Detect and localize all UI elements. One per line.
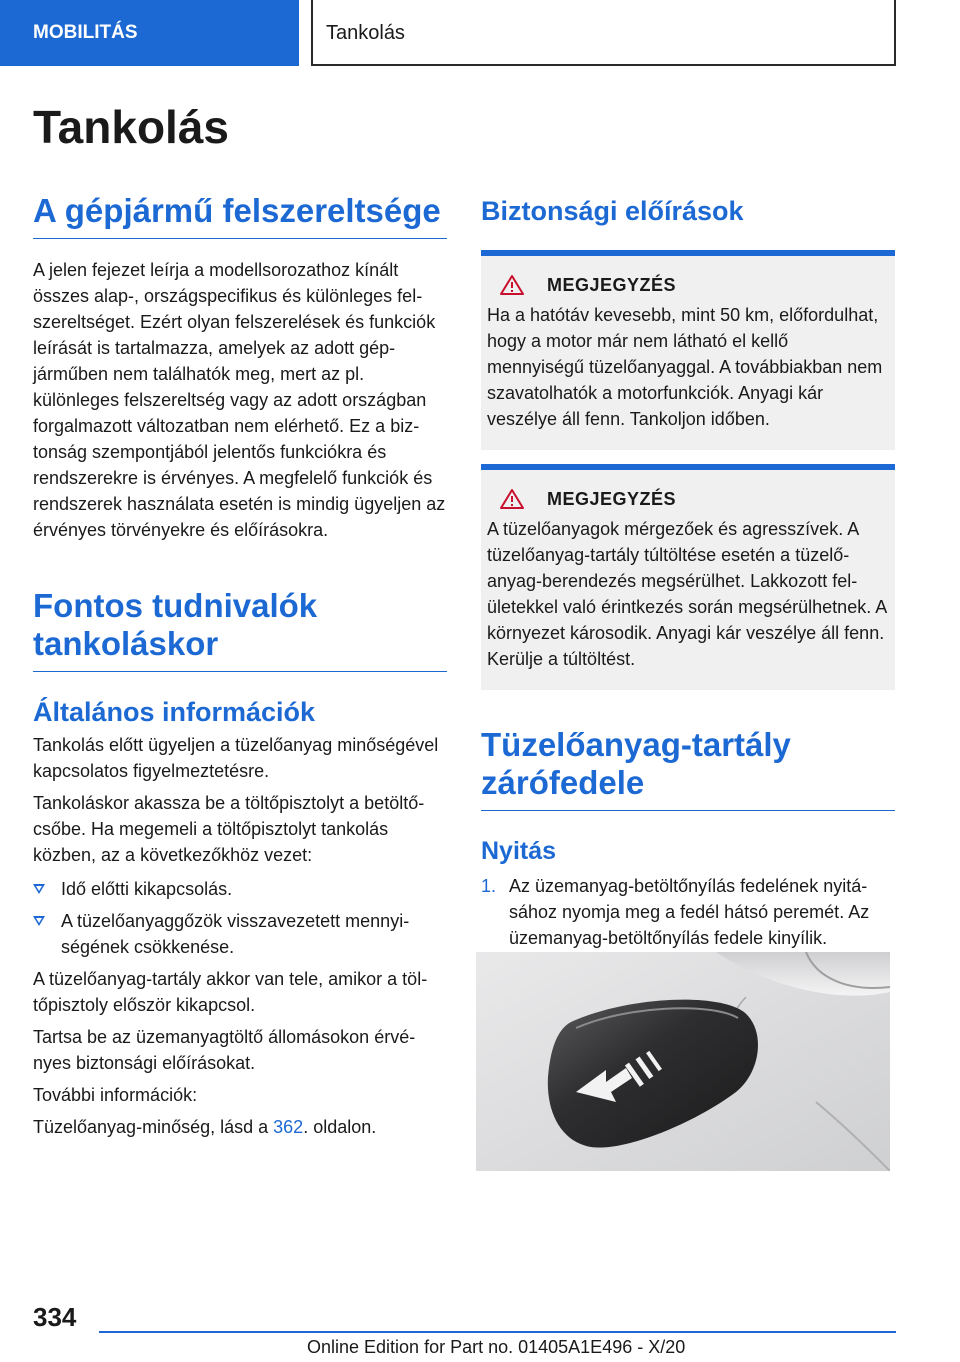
header-divider-right [894, 0, 896, 66]
right-column [481, 192, 895, 951]
note-box [481, 250, 895, 450]
safety-heading: Biztonsági előírások [481, 196, 744, 226]
important-heading: Fontos tudnivalók tankoláskor [33, 587, 447, 672]
list-item [481, 873, 895, 951]
reference-line: Tüzelőanyag-minőség, lásd a 362. oldalon. [33, 1117, 377, 1137]
paragraph-3: A tüzelőanyag-tartály akkor van tele, amikor a töltőpisztoly először kikapcsol. [33, 969, 428, 1015]
page-reference-link[interactable]: 362 [273, 1117, 304, 1137]
warning-icon [499, 274, 525, 296]
paragraph-1: Tankolás előtt ügyeljen a tüzelőanyag minőségével kapcsolatos figyelmeztetésre. [33, 735, 439, 781]
paragraph-4: Tartsa be az üzemanyagtöltő állomásokon érvényes biztonsági előírásokat. [33, 1027, 416, 1073]
general-info-heading: Általános információk [33, 697, 316, 727]
list-item: A tüzelőanyaggőzök visszavezetett mennyiségének csökkenése. [33, 908, 447, 960]
bullet-list [33, 876, 447, 960]
header-title: Tankolás [326, 22, 405, 44]
fuel-flap-photo [476, 952, 890, 1171]
bullet-triangle-icon [33, 884, 45, 894]
left-column [33, 192, 447, 1140]
steps-list [481, 873, 895, 951]
note-label: MEGJEGYZÉS [547, 488, 677, 509]
note-text: A tüzelőanyagok mérgezőek és agresszívek. A tüzelőanyag-tartály túltöltése esetén a tüzelőanyag-berendezés megsérülhet. Lakkozott felületekkel való érintkezés során megsérülhetnek. A környezet károsodik. Anyagi kár veszélye áll fenn. Kerülje a túltöltést. [487, 519, 887, 669]
header-underline [311, 64, 896, 66]
page-number: 334 [33, 1302, 77, 1332]
section-tab[interactable] [0, 0, 299, 66]
header-divider [311, 0, 313, 66]
warning-icon [499, 488, 525, 510]
footer-rule [99, 1331, 896, 1333]
paragraph-5: További információk: [33, 1085, 198, 1105]
opening-heading: Nyitás [481, 837, 557, 865]
note-label: MEGJEGYZÉS [547, 274, 677, 295]
step-text: Az üzemanyag-betöltőnyílás fedelének nyitásához nyomja meg a fedél hátsó peremét. Az üzemanyag-betöltőnyílás fedele kinyílik. [509, 876, 870, 948]
bullet-triangle-icon [33, 916, 45, 926]
equipment-text: A jelen fejezet leírja a modellsorozathoz kínált összes alap-, országspecifikus és különleges felszereltséget. Ezért olyan felszerelések és funkciók leírását is tartalmazza, amelyek az adott gépjárműben nem találhatók meg, mert az pl. különleges felszereltség vagy az adott országban forgalmazott változatban nem elérhető. Ez a biztonság szempontjából jelentős funkciókra és rendszerekre is érvényes. A megfelelő funkciók és rendszerek használata esetén is mindig ügyeljen az érvényes törvényekre és előírásokra. [33, 260, 446, 540]
list-item: Idő előtti kikapcsolás. [33, 876, 447, 902]
equipment-heading: A gépjármű felszereltsége [33, 192, 447, 239]
note-box [481, 464, 895, 690]
fuel-cap-heading: Tüzelőanyag-tartály zárófedele [481, 726, 895, 811]
note-text: Ha a hatótáv kevesebb, mint 50 km, előfordulhat, hogy a motor már nem látható el kellő mennyiségű tüzelőanyaggal. A továbbiakban nem szavatolhatók a motorfunkciók. Anyagi kár veszélye áll fenn. Tankoljon időben. [487, 305, 883, 429]
paragraph-2: Tankoláskor akassza be a töltőpisztolyt a betöltőcsőbe. Ha megemeli a töltőpisztolyt tankolás közben, az a következőkhöz vezet: [33, 793, 425, 865]
step-number: 1. [481, 876, 497, 896]
section-label: MOBILITÁS [33, 22, 138, 43]
page-title: Tankolás [33, 101, 229, 153]
edition-note: Online Edition for Part no. 01405A1E496 - X/20 [307, 1337, 686, 1357]
fuel-filler-flap-illustration [476, 952, 890, 1171]
